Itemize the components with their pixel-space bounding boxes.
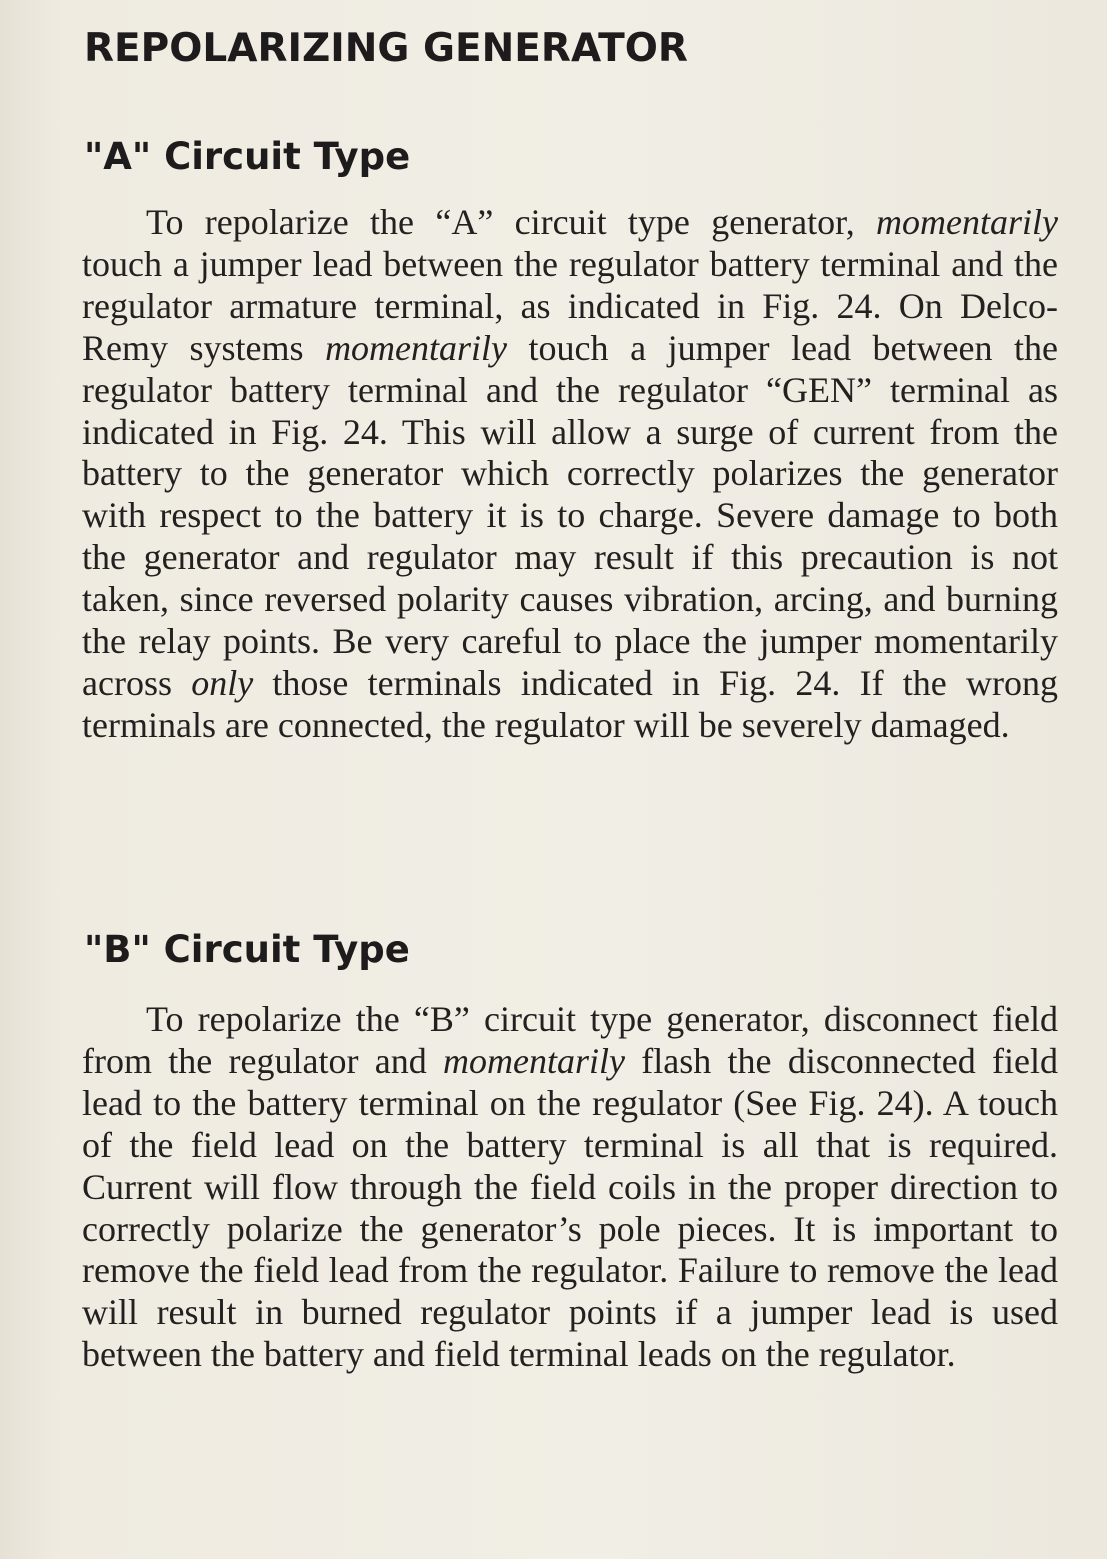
page-title: REPOLARIZING GENERATOR xyxy=(84,26,688,71)
body-text: To repolarize the “A” circuit type generator, xyxy=(146,202,877,242)
body-text: those terminals indicated in Fig. 24. If the wrong terminals are connected, the regulator will be severely damaged. xyxy=(82,662,1058,745)
body-text: touch a jumper lead between the regulator battery terminal and the regulator armature terminal, as indicated in Fig. 24. On Delco-Remy systems xyxy=(82,243,1058,368)
section-heading-a-circuit: "A" Circuit Type xyxy=(84,135,411,178)
body-text: touch a jumper lead between the regulator battery terminal and the regulator “GEN” terminal as indicated in Fig. 24. This will allow a surge of current from the battery to the generator which correctly polarizes the generator with respect to the battery it is to charge. Severe damage to both the generator and regulator may result if this precaution is not taken, since reversed polarity causes vibration, arcing, and burning the relay points. Be very careful to place the jumper momentarily across xyxy=(82,327,1058,703)
emphasis-text: only xyxy=(191,662,254,703)
section-paragraph-a-circuit xyxy=(82,202,1058,747)
body-text: flash the disconnected field lead to the battery terminal on the regulator (See Fig. 24). A touch of the field lead on the battery terminal is all that is required. Current will flow through the field coils in the proper direction to correctly polarize the generator’s pole pieces. It is important to remove the field lead from the regulator. Failure to remove the lead will result in burned regulator points if a jumper lead is used between the battery and field terminal leads on the regulator. xyxy=(82,1040,1059,1375)
emphasis-text: momentarily xyxy=(325,327,508,368)
section-paragraph-b-circuit xyxy=(82,999,1058,1376)
emphasis-text: momentarily xyxy=(443,1040,625,1081)
emphasis-text: momentarily xyxy=(876,202,1058,242)
body-text: To repolarize the “B” circuit type generator, disconnect field from the regulator and xyxy=(82,999,1058,1081)
section-heading-b-circuit: "B" Circuit Type xyxy=(84,928,410,971)
